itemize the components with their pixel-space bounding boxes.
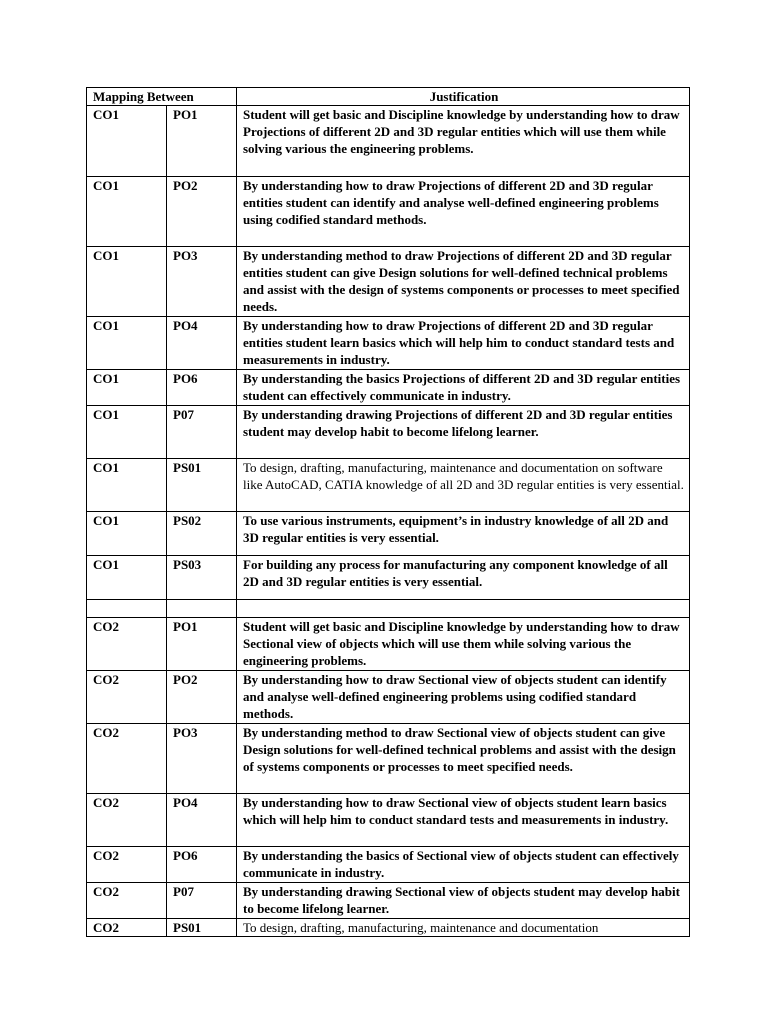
po-cell: PO6	[167, 847, 237, 883]
co-cell	[87, 600, 167, 618]
po-cell: PO6	[167, 370, 237, 406]
justification-cell: By understanding how to draw Sectional view of objects student learn basics which will help him to conduct standard tests and measurements in industry.	[237, 794, 690, 847]
justification-cell: To design, drafting, manufacturing, maintenance and documentation	[237, 919, 690, 937]
justification-cell: To design, drafting, manufacturing, maintenance and documentation on software like AutoCAD, CATIA knowledge of all 2D and 3D regular entities is very essential.	[237, 459, 690, 512]
mapping-between-header: Mapping Between	[87, 88, 237, 106]
table-row	[87, 618, 690, 671]
po-cell: PO4	[167, 317, 237, 370]
po-cell: PO3	[167, 247, 237, 317]
justification-cell	[237, 600, 690, 618]
table-row	[87, 370, 690, 406]
justification-cell: Student will get basic and Discipline knowledge by understanding how to draw Sectional view of objects which will use them while solving various the engineering problems.	[237, 618, 690, 671]
table-row	[87, 406, 690, 459]
co-cell: CO2	[87, 883, 167, 919]
co-cell: CO2	[87, 618, 167, 671]
co-cell: CO1	[87, 106, 167, 177]
co-cell: CO1	[87, 556, 167, 600]
po-cell: PO1	[167, 106, 237, 177]
po-cell: P07	[167, 883, 237, 919]
po-cell: PO3	[167, 724, 237, 794]
co-cell: CO1	[87, 512, 167, 556]
table-row	[87, 847, 690, 883]
po-cell	[167, 600, 237, 618]
table-row	[87, 883, 690, 919]
justification-cell: To use various instruments, equipment’s in industry knowledge of all 2D and 3D regular entities is very essential.	[237, 512, 690, 556]
po-cell: P07	[167, 406, 237, 459]
co-cell: CO2	[87, 919, 167, 937]
blank-row	[87, 600, 690, 618]
table-row	[87, 794, 690, 847]
po-cell: PO1	[167, 618, 237, 671]
mapping-rows	[87, 106, 690, 937]
justification-cell: By understanding drawing Sectional view of objects student may develop habit to become lifelong learner.	[237, 883, 690, 919]
table-row	[87, 317, 690, 370]
justification-cell: By understanding how to draw Projections of different 2D and 3D regular entities student learn basics which will help him to conduct standard tests and measurements in industry.	[237, 317, 690, 370]
justification-cell: By understanding method to draw Projections of different 2D and 3D regular entities student can give Design solutions for well-defined technical problems and assist with the design of systems components or processes to meet specified needs.	[237, 247, 690, 317]
po-cell: PS01	[167, 459, 237, 512]
co-cell: CO2	[87, 847, 167, 883]
justification-cell: By understanding drawing Projections of different 2D and 3D regular entities student may develop habit to become lifelong learner.	[237, 406, 690, 459]
table-row	[87, 177, 690, 247]
table-row	[87, 512, 690, 556]
justification-cell: By understanding how to draw Sectional view of objects student can identify and analyse well-defined engineering problems using codified standard methods.	[237, 671, 690, 724]
po-cell: PO2	[167, 177, 237, 247]
justification-cell: By understanding how to draw Projections of different 2D and 3D regular entities student can identify and analyse well-defined engineering problems using codified standard methods.	[237, 177, 690, 247]
header-row	[87, 88, 690, 106]
justification-cell: By understanding method to draw Sectional view of objects student can give Design solutions for well-defined technical problems and assist with the design of systems components or processes to meet specified needs.	[237, 724, 690, 794]
justification-header: Justification	[237, 88, 690, 106]
justification-cell: Student will get basic and Discipline knowledge by understanding how to draw Projections of different 2D and 3D regular entities which will use them while solving various the engineering problems.	[237, 106, 690, 177]
po-cell: PS01	[167, 919, 237, 937]
co-cell: CO1	[87, 406, 167, 459]
co-cell: CO1	[87, 247, 167, 317]
po-cell: PO4	[167, 794, 237, 847]
table-row	[87, 919, 690, 937]
table-row	[87, 556, 690, 600]
table-row	[87, 724, 690, 794]
justification-cell: For building any process for manufacturing any component knowledge of all 2D and 3D regular entities is very essential.	[237, 556, 690, 600]
co-cell: CO2	[87, 794, 167, 847]
co-cell: CO2	[87, 724, 167, 794]
table-row	[87, 106, 690, 177]
table-row	[87, 671, 690, 724]
po-cell: PO2	[167, 671, 237, 724]
justification-cell: By understanding the basics Projections of different 2D and 3D regular entities student can effectively communicate in industry.	[237, 370, 690, 406]
co-cell: CO2	[87, 671, 167, 724]
table-row	[87, 247, 690, 317]
justification-cell: By understanding the basics of Sectional view of objects student can effectively communicate in industry.	[237, 847, 690, 883]
mapping-table	[86, 87, 690, 937]
co-cell: CO1	[87, 177, 167, 247]
po-cell: PS03	[167, 556, 237, 600]
table-row	[87, 459, 690, 512]
co-cell: CO1	[87, 459, 167, 512]
co-cell: CO1	[87, 370, 167, 406]
po-cell: PS02	[167, 512, 237, 556]
co-cell: CO1	[87, 317, 167, 370]
